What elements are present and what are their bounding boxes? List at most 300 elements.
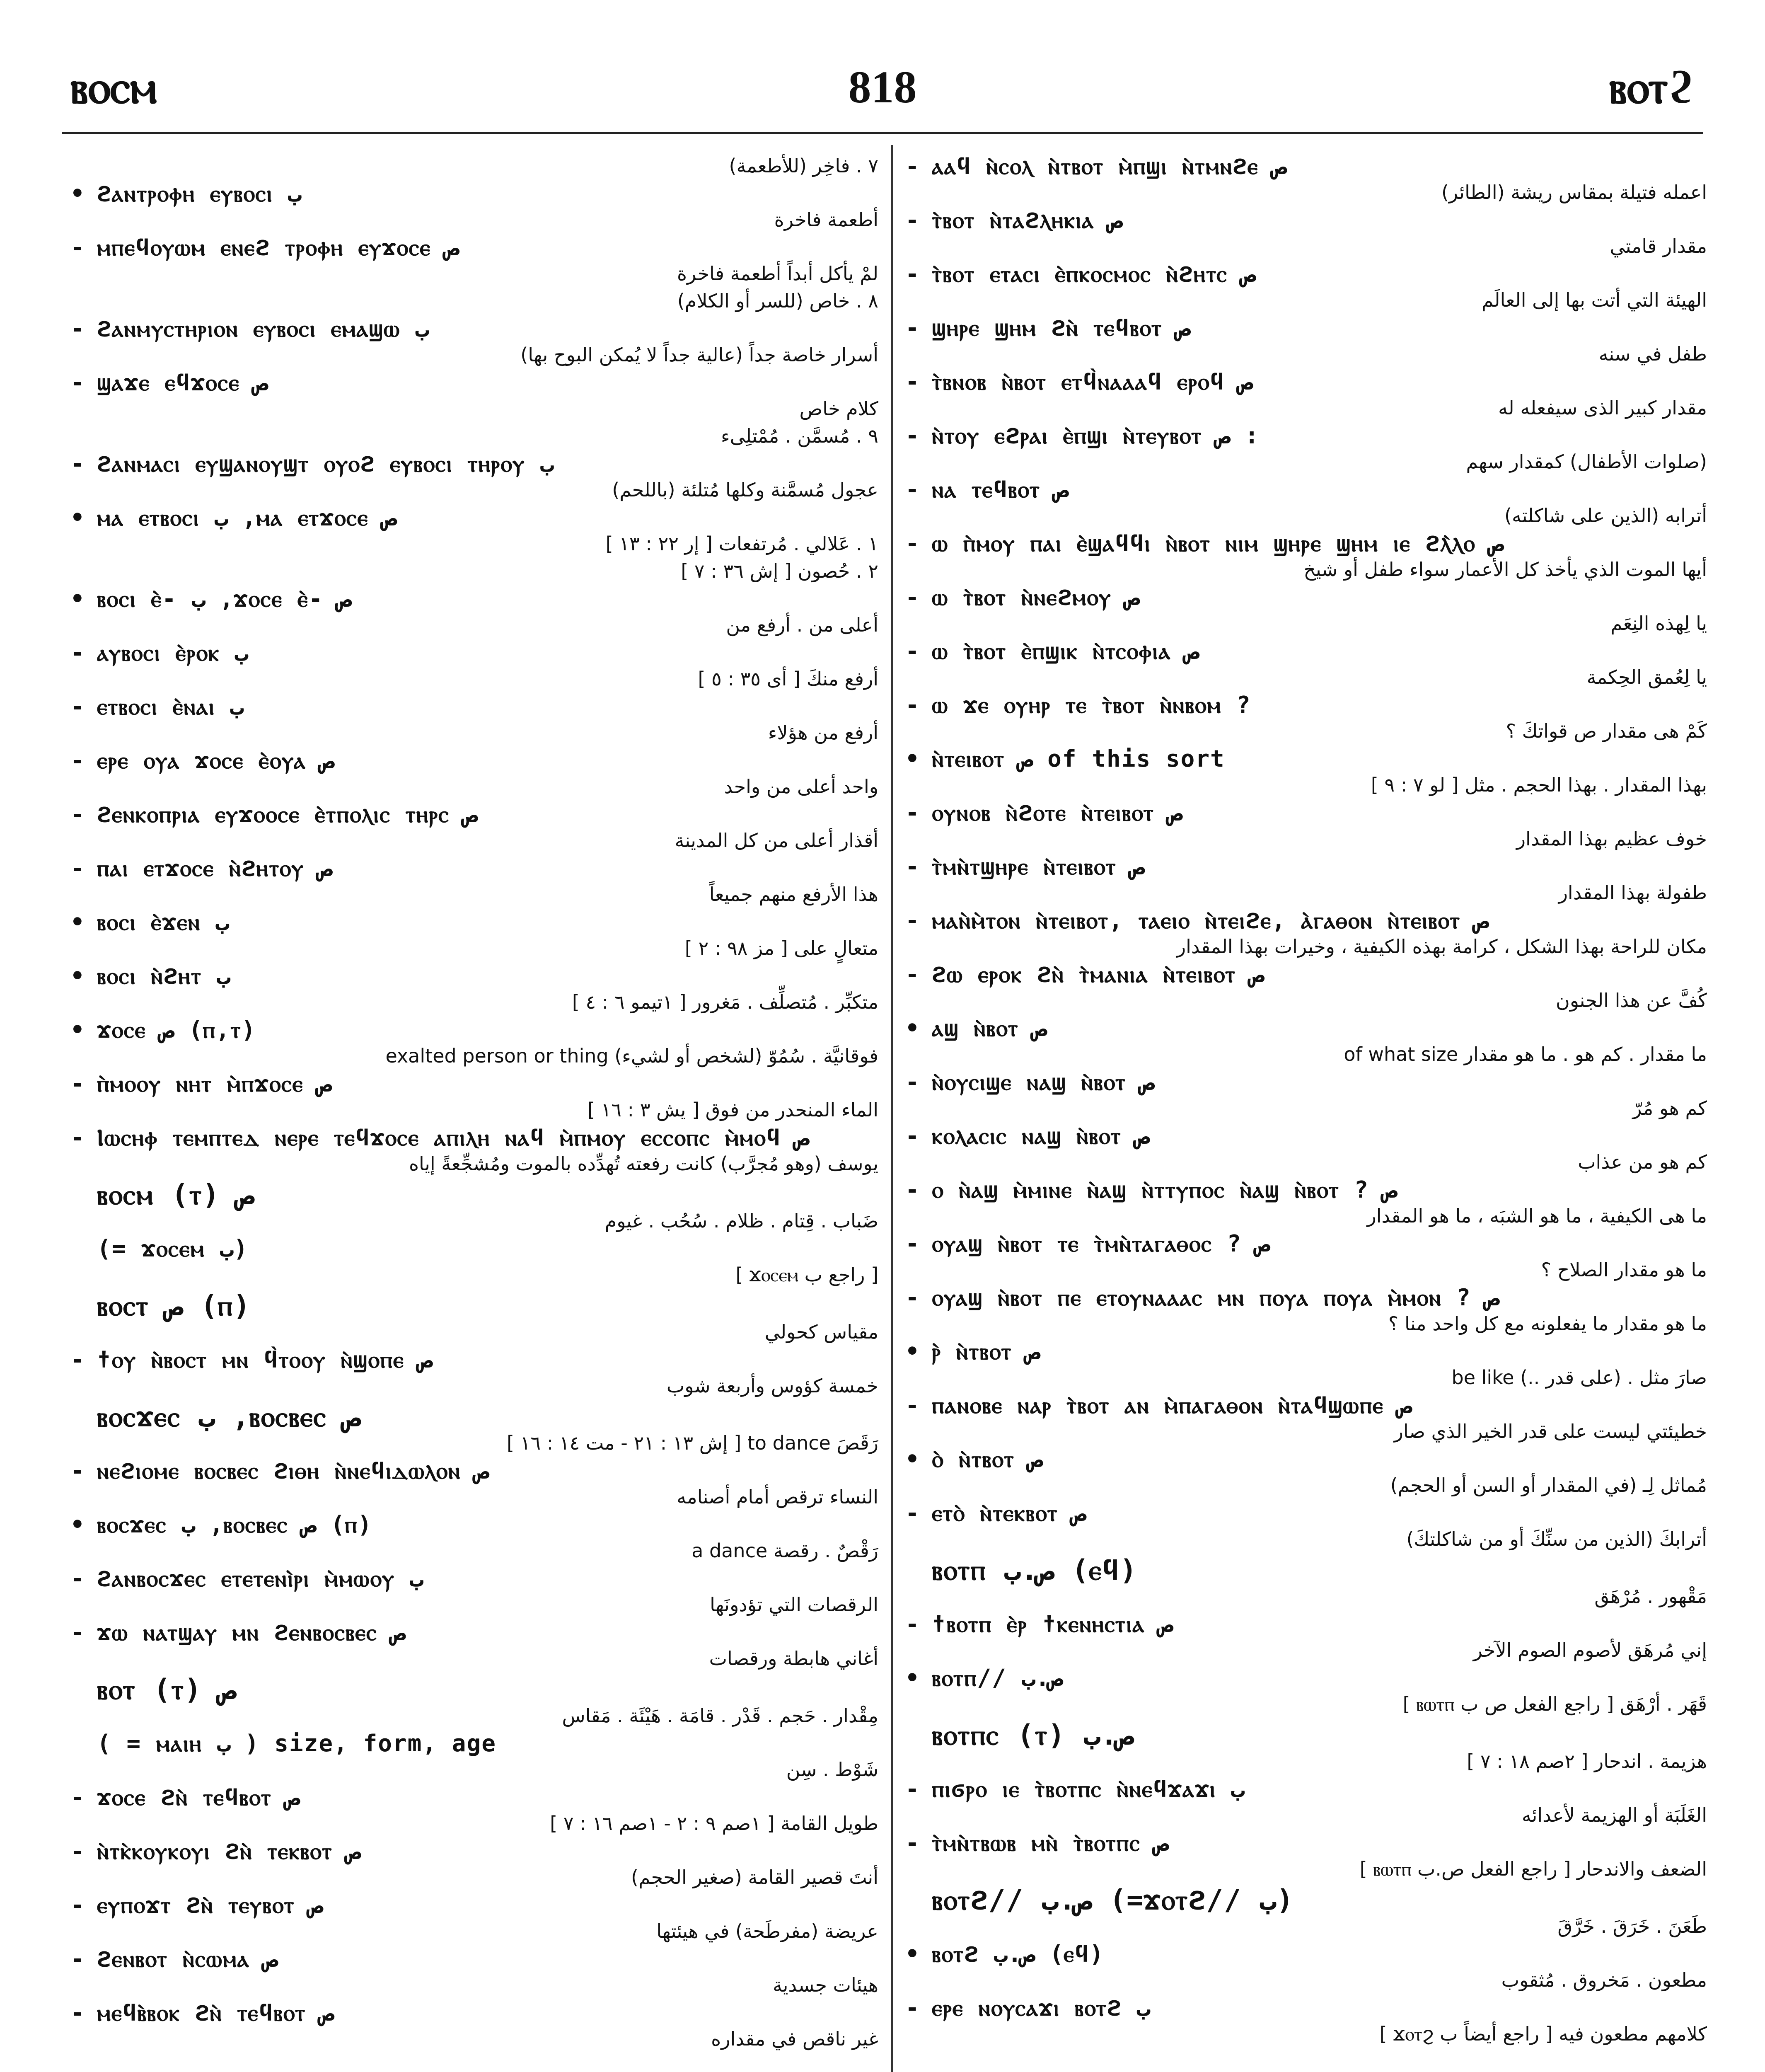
- coptic-text: [70, 1892, 878, 1919]
- entry-marker: -: [905, 315, 920, 341]
- arabic-gloss: كَمْ هى مقدار ص قواتكَ ؟: [1506, 720, 1707, 742]
- coptic-phrase: ⲧ̀ⲃⲟⲧ ⲛ̀ⲧⲁϩⲗⲏⲕⲓⲁ ص: [932, 207, 1123, 234]
- entry-marker: -: [905, 476, 920, 503]
- dictionary-entry: [905, 1446, 1707, 1498]
- coptic-text: [905, 530, 1707, 557]
- arabic-gloss: صارَ مثل . (على قدر ..) be like: [1451, 1366, 1707, 1389]
- coptic-text: [70, 1347, 878, 1373]
- arabic-gloss: أترابكَ (الذين من سنِّكَ أو من شاكلتكَ): [1406, 1528, 1707, 1550]
- dictionary-entry: [70, 370, 878, 421]
- arabic-gloss: الرقصات التي تؤدونَها: [710, 1593, 878, 1616]
- coptic-text: [905, 908, 1707, 934]
- coptic-phrase: ⲱ ⲧ̀ⲃⲟⲧ ⲉ̀ⲡϣⲓⲕ ⲛ̀ⲧⲥⲟⲫⲓⲁ ص: [932, 638, 1200, 665]
- arabic-gloss: ما هو مقدار ما يفعلونه مع كل واحد منا ؟: [1388, 1312, 1707, 1335]
- coptic-text: [905, 1339, 1707, 1365]
- entry-marker: -: [905, 692, 920, 719]
- coptic-phrase: ϣⲏⲣⲉ ϣⲏⲙ ϩⲛ̀ ⲧⲉϥⲃⲟⲧ ص: [932, 315, 1191, 341]
- coptic-text: [905, 315, 1707, 341]
- entry-marker: -: [70, 369, 85, 396]
- coptic-phrase: ⲛⲉϩⲓⲟⲙⲉ ⲃⲟⲥⲃⲉⲥ ϩⲓⲑⲏ ⲛ̀ⲛⲉϥⲓⲇⲱⲗⲟⲛ ص: [97, 1457, 490, 1484]
- coptic-phrase: ⲕⲟⲗⲁⲥⲓⲥ ⲛⲁϣ ⲛ̀ⲃⲟⲧ ص: [932, 1123, 1151, 1150]
- dictionary-entry: [70, 1458, 878, 1509]
- arabic-gloss: ٨ . خاص (للسر أو الكلام): [677, 290, 878, 312]
- entry-marker: •: [905, 1665, 920, 1692]
- coptic-phrase: ⲙⲁ ⲉⲧⲃⲟⲥⲓ ب ,ⲙⲁ ⲉⲧϫⲟⲥⲉ ص: [97, 504, 397, 531]
- entry-marker: -: [905, 1392, 920, 1419]
- entry-marker: •: [70, 586, 85, 612]
- coptic-text: [905, 1995, 1707, 2021]
- right-column: [905, 153, 1707, 2072]
- coptic-phrase: ⲟⲩⲁϣ ⲛ̀ⲃⲟⲧ ⲧⲉ ⲧ̀ⲙⲛ̀ⲧⲁⲅⲁⲑⲟⲥ ? ص: [932, 1230, 1271, 1257]
- coptic-phrase: ⲱ ϫⲉ ⲟⲩⲏⲣ ⲧⲉ ⲧ̀ⲃⲟⲧ ⲛ̀ⲛⲃⲟⲙ ?: [932, 692, 1251, 719]
- arabic-gloss: مقدار كبير الذى سيفعله له: [1498, 397, 1707, 419]
- arabic-gloss: طفولة بهذا المقدار: [1558, 881, 1707, 904]
- entry-marker: •: [70, 963, 85, 990]
- arabic-gloss: الماء المنحدر من فوق [ يش ٣ : ١٦ ]: [587, 1099, 878, 1121]
- entry-marker: -: [905, 1123, 920, 1150]
- arabic-gloss: كُفَّ عن هذا الجنون: [1556, 989, 1707, 1012]
- coptic-phrase: ⲱ ⲡ̀ⲙⲟⲩ ⲡⲁⲓ ⲉ̀ϣⲁϥϥⲓ ⲛ̀ⲃⲟⲧ ⲛⲓⲙ ϣⲏⲣⲉ ϣⲏⲙ ⲓⲉ ϩⲗ̀ⲗⲟ ص: [932, 530, 1504, 557]
- entry-marker: -: [905, 799, 920, 826]
- dictionary-entry: [905, 369, 1707, 420]
- coptic-text: [70, 640, 878, 666]
- arabic-gloss: أيها الموت الذي يأخذ كل الأعمار سواء طفل أو شيخ: [1303, 558, 1707, 581]
- coptic-phrase: ⲙⲡⲉϥⲟⲩⲱⲙ ⲉⲛⲉϩ ⲧⲣⲟⲫⲏ ⲉⲩϫⲟⲥⲉ ص: [97, 234, 460, 261]
- entry-marker: -: [905, 638, 920, 665]
- arabic-gloss: واحد أعلى من واحد: [724, 775, 878, 798]
- coptic-text: [905, 1719, 1707, 1752]
- coptic-text: [70, 1566, 878, 1592]
- coptic-phrase: ⲉⲣⲉ ⲛⲟⲩⲥⲁϫⲓ ⲃⲟⲧϩ ب: [932, 1995, 1151, 2021]
- entry-marker: -: [70, 1346, 85, 1373]
- coptic-text: [905, 207, 1707, 234]
- coptic-phrase: ϯⲟⲩ ⲛ̀ⲃⲟⲥⲧ ⲙⲛ ϥ̀ⲧⲟⲟⲩ ⲛ̀ϣⲟⲡⲉ ص: [97, 1346, 433, 1373]
- coptic-text: [905, 1069, 1707, 1096]
- dictionary-entry: [70, 855, 878, 907]
- entry-marker: -: [70, 1070, 85, 1097]
- coptic-text: [70, 963, 878, 990]
- dictionary-entry: [905, 315, 1707, 366]
- dictionary-entry: [905, 854, 1707, 905]
- entry-marker: -: [70, 1892, 85, 1919]
- coptic-text: [905, 1500, 1707, 1527]
- dictionary-entry: [70, 1236, 878, 1287]
- entry-marker: -: [905, 1830, 920, 1857]
- dictionary-entry: [70, 1071, 878, 1122]
- coptic-phrase: ⲧ̀ⲃⲟⲧ ⲉⲧⲁⲥⲓ ⲉ̀ⲡⲕⲟⲥⲙⲟⲥ ⲛ̀ϩⲏⲧⲥ ص: [932, 261, 1257, 288]
- dictionary-entry: [905, 1123, 1707, 1174]
- arabic-gloss: مقدار قامتي: [1610, 235, 1707, 257]
- dictionary-entry: [905, 153, 1707, 205]
- coptic-phrase: ⲃⲟⲥⲓ ⲉ̀- ب ,ϫⲟⲥⲉ ⲉ̀- ص: [97, 586, 352, 612]
- dictionary-entry: [70, 1838, 878, 1890]
- coptic-phrase: ⲛⲁ ⲧⲉϥⲃⲟⲧ ص: [932, 476, 1069, 503]
- coptic-phrase: ⲟⲩⲛⲟⲃ ⲛ̀ϩⲟⲧⲉ ⲛ̀ⲧⲉⲓⲃⲟⲧ ص: [932, 799, 1183, 826]
- dictionary-entry: [70, 288, 878, 313]
- coptic-phrase: ⲛ̀ⲧⲕ̀ⲕⲟⲩⲕⲟⲩⲓ ϩⲛ̀ ⲧⲉⲕⲃⲟⲧ ص: [97, 1838, 362, 1865]
- coptic-text: [905, 423, 1707, 449]
- arabic-gloss: متعالٍ على [ مز ٩٨ : ٢ ]: [684, 937, 878, 959]
- arabic-gloss: ٢ . حُصون [ إش ٣٦ : ٧ ]: [681, 560, 878, 582]
- coptic-text: [70, 1017, 878, 1043]
- coptic-text: [905, 1611, 1707, 1638]
- entry-marker: -: [905, 1995, 920, 2021]
- headword-entry: [70, 1401, 878, 1455]
- arabic-gloss: يوسف (وهو مُجرَّب) كانت رفعته تُهدِّده بالموت ومُشجِّعةً إياه: [409, 1152, 878, 1175]
- coptic-phrase: ⲛ̀ⲧⲉⲓⲃⲟⲧ ص of this sort: [932, 746, 1225, 772]
- dictionary-entry: [70, 1784, 878, 1836]
- dictionary-entry: [905, 746, 1707, 797]
- coptic-text: [70, 801, 878, 828]
- coptic-text: [70, 748, 878, 774]
- coptic-text: [70, 586, 878, 612]
- arabic-gloss: إني مُرهَق لأصوم الصوم الآخر: [1473, 1639, 1707, 1661]
- arabic-gloss: هيئات جسدية: [772, 1974, 878, 1996]
- entry-marker: •: [70, 180, 85, 207]
- dictionary-entry: [905, 1500, 1707, 1552]
- coptic-phrase: ⲃⲟⲧϩ// ص.ب (=ϫⲟⲧϩ// ب): [932, 1884, 1294, 1917]
- arabic-gloss: مكان للراحة بهذا الشكل ، كرامة بهذه الكيفية ، وخيرات بهذا المقدار: [1176, 935, 1707, 958]
- dictionary-entry: [70, 1892, 878, 1944]
- arabic-gloss: عريضة (مفرطَحة) في هيئتها: [656, 1920, 878, 1942]
- coptic-phrase: ⲱ ⲧ̀ⲃⲟⲧ ⲛ̀ⲛⲉϩⲙⲟⲩ ص: [932, 584, 1141, 611]
- arabic-gloss: خمسة كؤوس وأربعة شوب: [666, 1375, 878, 1397]
- dictionary-entry: [70, 505, 878, 556]
- dictionary-entry: [70, 2000, 878, 2051]
- dictionary-entry: [70, 181, 878, 232]
- dictionary-entry: [905, 1069, 1707, 1121]
- arabic-gloss: أرفع من هؤلاء: [768, 721, 878, 744]
- arabic-gloss: ما هى الكيفية ، ما هو الشبَه ، ما هو المقدار: [1367, 1205, 1707, 1227]
- entry-marker: -: [70, 855, 85, 882]
- entry-marker: -: [905, 961, 920, 988]
- arabic-gloss: كم هو مُرّ: [1632, 1097, 1707, 1119]
- left-column: [70, 153, 878, 2072]
- entry-marker: -: [905, 1176, 920, 1203]
- arabic-gloss: متكبِّر . مُتصلِّف . مَغرور [ ١تيمو ٦ : ٤ ]: [572, 991, 878, 1013]
- dictionary-entry: [70, 235, 878, 286]
- dictionary-entry: [905, 800, 1707, 851]
- arabic-gloss: هذا الأرفع منهم جميعاً: [709, 883, 878, 905]
- coptic-text: [70, 1071, 878, 1097]
- dictionary-entry: [905, 1015, 1707, 1067]
- arabic-gloss: ما هو مقدار الصلاح ؟: [1541, 1259, 1707, 1281]
- entry-marker: -: [70, 1565, 85, 1592]
- coptic-text: [70, 1290, 878, 1322]
- dictionary-entry: [905, 638, 1707, 690]
- arabic-gloss: أطعمة فاخرة: [774, 208, 878, 231]
- column-divider: [891, 145, 893, 2072]
- arabic-gloss: طفل في سنه: [1598, 343, 1707, 365]
- coptic-text: [70, 1784, 878, 1811]
- coptic-text: [905, 638, 1707, 665]
- coptic-phrase: (= ϫⲟⲥⲉⲙ ب): [97, 1235, 249, 1262]
- entry-marker: •: [70, 1017, 85, 1043]
- coptic-text: [905, 1392, 1707, 1419]
- coptic-text: [905, 1830, 1707, 1857]
- arabic-gloss: أسرار خاصة جداً (عالية جداً لا يُمكن البوح بها): [520, 344, 878, 366]
- arabic-gloss: شَوْط . سِن: [786, 1758, 878, 1781]
- dictionary-entry: [905, 423, 1707, 474]
- coptic-text: [905, 261, 1707, 288]
- arabic-gloss: ما مقدار . كم هو . ما هو مقدار of what size: [1344, 1043, 1707, 1065]
- coptic-phrase: ⲣ̀ ⲛ̀ⲧⲃⲟⲧ ص: [932, 1338, 1041, 1365]
- arabic-gloss: عجول مُسمَّنة وكلها مُتلئة (باللحم): [612, 479, 878, 501]
- coptic-text: [905, 1285, 1707, 1311]
- entry-marker: -: [905, 1500, 920, 1527]
- arabic-gloss: طَعَنَ . خَرَقَ . خَرَّقَ: [1557, 1915, 1707, 1937]
- entry-marker: -: [905, 907, 920, 934]
- arabic-gloss: ٩ . مُسمَّن . مُمْتلِىء: [721, 425, 878, 447]
- entry-marker: -: [70, 450, 85, 477]
- entry-marker: •: [70, 909, 85, 936]
- coptic-phrase: ⲃⲟⲧϩ ص.ب (ⲉϥ): [932, 1941, 1104, 1968]
- coptic-phrase: ⲉⲧⲃⲟⲥⲓ ⲉ̀ⲛⲁⲓ ب: [97, 693, 244, 720]
- dictionary-entry: [70, 801, 878, 853]
- coptic-text: [70, 1619, 878, 1646]
- coptic-phrase: ϩⲁⲛⲙⲁⲥⲓ ⲉⲩϣⲁⲛⲟⲩϣⲧ ⲟⲩⲟϩ ⲉⲩⲃⲟⲥⲓ ⲧⲏⲣⲟⲩ ب: [97, 450, 554, 477]
- coptic-text: [70, 1512, 878, 1538]
- headword-entry: [905, 1884, 1707, 1939]
- entry-marker: -: [905, 368, 920, 395]
- arabic-gloss: فوقانيَّة . سُمُوّ (لشخص أو لشيء) exalted person or thing: [385, 1045, 878, 1067]
- arabic-gloss: أعلى من . أرفع من: [726, 614, 878, 636]
- coptic-text: [70, 1838, 878, 1865]
- coptic-text: [70, 1125, 878, 1151]
- coptic-text: [70, 1458, 878, 1484]
- coptic-text: [70, 235, 878, 261]
- coptic-phrase: ⲁⲁϥ ⲛ̀ⲥⲟⲗ ⲛ̀ⲧⲃⲟⲧ ⲙ̀ⲡϣⲓ ⲛ̀ⲧⲙⲛϩⲉ ص: [932, 153, 1288, 180]
- coptic-phrase: Ⲓⲱⲥⲏⲫ ⲧⲉⲙⲡⲧⲉⲇ ⲛⲉⲣⲉ ⲧⲉϥϫⲟⲥⲉ ⲁⲡⲓⲗⲏ ⲛⲁϥ ⲙ̀ⲡⲙⲟⲩ ⲉⲥⲥⲟⲡⲥ ⲙ̀ⲙⲟϥ ص: [97, 1124, 810, 1151]
- coptic-phrase: ⲃⲟⲧⲡⲥ (ⲧ) ص.ب: [932, 1719, 1134, 1752]
- arabic-gloss: الضعف والاندحار [ راجع الفعل ص.ب ⲃⲱⲧⲡ ]: [1359, 1858, 1707, 1880]
- coptic-text: [905, 1231, 1707, 1257]
- dictionary-entry: [905, 961, 1707, 1013]
- arabic-gloss: رَقْصٌ . رقصة a dance: [691, 1539, 878, 1562]
- coptic-phrase: ϩⲱ ⲉⲣⲟⲕ ϩⲛ̀ ⲧ̀ⲙⲁⲛⲓⲁ ⲛ̀ⲧⲉⲓⲃⲟⲧ ص: [932, 961, 1265, 988]
- coptic-text: [70, 181, 878, 207]
- dictionary-entry: [905, 477, 1707, 528]
- coptic-phrase: ⲡ̀ⲙⲟⲟⲩ ⲛⲏⲧ ⲙ̀ⲡϫⲟⲥⲉ ص: [97, 1070, 332, 1097]
- dictionary-entry: [905, 1285, 1707, 1336]
- dictionary-entry: [905, 584, 1707, 636]
- dictionary-entry: [70, 1731, 878, 1782]
- coptic-phrase: ⲃⲟⲧⲡ ص.ب (ⲉϥ): [932, 1554, 1137, 1587]
- coptic-phrase: ⲁⲩⲃⲟⲥⲓ ⲉ̀ⲣⲟⲕ ب: [97, 639, 249, 666]
- dictionary-entry: [905, 1339, 1707, 1390]
- dictionary-entry: [70, 1125, 878, 1176]
- coptic-phrase: ⲡⲁⲓ ⲉⲧϫⲟⲥⲉ ⲛ̀ϩⲏⲧⲟⲩ ص: [97, 855, 333, 882]
- arabic-gloss: أترابه (الذين على شاكلته): [1504, 504, 1707, 527]
- coptic-phrase: ⲟ ⲛ̀ⲁϣ ⲙ̀ⲙⲓⲛⲉ ⲛ̀ⲁϣ ⲛ̀ⲧⲧⲩⲡⲟⲥ ⲛ̀ⲁϣ ⲛ̀ⲃⲟⲧ ? ص: [932, 1176, 1398, 1203]
- coptic-phrase: ⲃⲟⲥⲧ ص (ⲡ): [97, 1290, 250, 1322]
- arabic-gloss: مطعون . مَخروق . مُثقوب: [1501, 1969, 1707, 1991]
- arabic-gloss: ٧ . فاخِر (للأطعمة): [729, 155, 878, 177]
- dictionary-entry: [905, 530, 1707, 582]
- entry-marker: -: [70, 1784, 85, 1811]
- entry-marker: -: [70, 1838, 85, 1865]
- coptic-phrase: ϩⲉⲛⲃⲟⲧ ⲛ̀ⲥⲱⲙⲁ ص: [97, 1946, 279, 1973]
- headword-entry: [70, 1179, 878, 1233]
- arabic-gloss: كلامهم مطعون فيه [ راجع أيضاً ب ϫⲟⲧϩ ]: [1379, 2023, 1707, 2045]
- coptic-phrase: ⲃⲟⲥϫⲉⲥ ب ,ⲃⲟⲥⲃⲉⲥ ص: [97, 1401, 362, 1433]
- coptic-phrase: ⲛ̀ⲧⲟⲩ ⲉϩⲣⲁⲓ ⲉ̀ⲡϣⲓ ⲛ̀ⲧⲉⲩⲃⲟⲧ ص :: [932, 422, 1259, 449]
- headword-entry: [70, 1290, 878, 1344]
- coptic-text: [70, 316, 878, 342]
- page-number: 818: [848, 62, 917, 112]
- coptic-phrase: ϩⲉⲛⲕⲟⲡⲣⲓⲁ ⲉⲩϫⲟⲟⲥⲉ ⲉ̀ⲧⲡⲟⲗⲓⲥ ⲧⲏⲣⲥ ص: [97, 801, 479, 828]
- entry-marker: •: [70, 504, 85, 531]
- arabic-gloss: طويل القامة [ ١صم ٩ : ٢ - ١صم ١٦ : ٧ ]: [550, 1812, 878, 1835]
- arabic-gloss: (صلوات الأطفال) كمقدار سهم: [1466, 450, 1707, 473]
- dictionary-entry: [70, 586, 878, 637]
- coptic-text: [905, 1776, 1707, 1803]
- coptic-text: [70, 909, 878, 936]
- dictionary-entry: [905, 1231, 1707, 1282]
- entry-marker: -: [70, 234, 85, 261]
- entry-marker: •: [905, 746, 920, 772]
- coptic-text: [70, 1401, 878, 1433]
- dictionary-entry: [70, 748, 878, 799]
- entry-marker: -: [905, 207, 920, 234]
- coptic-text: [70, 2000, 878, 2026]
- coptic-phrase: ⲃⲟⲧ (ⲧ) ص: [97, 1673, 237, 1706]
- arabic-gloss: يا لِهذه النِعَم: [1610, 612, 1707, 634]
- coptic-text: [905, 1177, 1707, 1203]
- arabic-gloss: مقياس كحولي: [764, 1321, 878, 1343]
- coptic-phrase: ⲁϣ ⲛ̀ⲃⲟⲧ ص: [932, 1015, 1048, 1042]
- coptic-phrase: ϩⲁⲛⲃⲟⲥϫⲉⲥ ⲉⲧⲉⲧⲉⲛⲓ̀ⲣⲓ ⲙ̀ⲙⲱⲟⲩ ب: [97, 1565, 424, 1592]
- coptic-phrase: ⲡⲓϭⲣⲟ ⲓⲉ ⲧ̀ⲃⲟⲧⲡⲥ ⲛ̀ⲛⲉϥϫⲁϫⲓ ب: [932, 1776, 1245, 1803]
- arabic-gloss: النساء ترقص أمام أصنامه: [677, 1486, 878, 1508]
- coptic-text: [70, 1179, 878, 1211]
- coptic-phrase: ⲙⲉϥⲃ̀ⲃⲟⲕ ϩⲛ̀ ⲧⲉϥⲃⲟⲧ ص: [97, 1999, 335, 2026]
- arabic-gloss: خطيئتي ليست على قدر الخير الذي صار: [1394, 1420, 1707, 1443]
- entry-marker: •: [905, 1338, 920, 1365]
- arabic-gloss: بهذا المقدار . بهذا الحجم . مثل [ لو ٧ : ٩ ]: [1371, 774, 1707, 796]
- arabic-gloss: [ راجع ب ϫⲟⲥⲉⲙ ]: [735, 1264, 878, 1286]
- coptic-text: [70, 855, 878, 882]
- entry-marker: -: [905, 153, 920, 180]
- dictionary-entry: [905, 1392, 1707, 1444]
- dictionary-entry: [70, 640, 878, 691]
- arabic-gloss: مِقْدار . حَجم . قَدْر . قامَة . هَيْئَة . مَقاس: [562, 1704, 878, 1727]
- coptic-phrase: ⲧ̀ⲙⲛ̀ⲧϣⲏⲣⲉ ⲛ̀ⲧⲉⲓⲃⲟⲧ ص: [932, 853, 1146, 880]
- entry-marker: -: [905, 422, 920, 449]
- entry-marker: -: [70, 1946, 85, 1973]
- coptic-text: [905, 961, 1707, 988]
- coptic-phrase: ⲃⲟⲥϫⲉⲥ ب ,ⲃⲟⲥⲃⲉⲥ ص (ⲡ): [97, 1511, 372, 1538]
- dictionary-entry: [905, 1665, 1707, 1716]
- coptic-phrase: ϣⲁϫⲉ ⲉϥϫⲟⲥⲉ ص: [97, 369, 269, 396]
- arabic-gloss: لمْ يأكل أبداً أطعمة فاخرة: [677, 262, 878, 285]
- entry-marker: -: [70, 1999, 85, 2026]
- coptic-phrase: ⲃⲟⲥⲓ ⲉ̀ϫⲉⲛ ب: [97, 909, 230, 936]
- coptic-phrase: ⲉⲣⲉ ⲟⲩⲁ ϫⲟⲥⲉ ⲉ̀ⲟⲩⲁ ص: [97, 747, 335, 774]
- coptic-text: [905, 692, 1707, 719]
- coptic-phrase: ⲟ̀ ⲛ̀ⲧⲃⲟⲧ ص: [932, 1446, 1044, 1473]
- coptic-text: [905, 153, 1707, 180]
- coptic-text: [905, 584, 1707, 611]
- arabic-gloss: خوف عظيم بهذا المقدار: [1516, 828, 1707, 850]
- dictionary-entry: [70, 451, 878, 502]
- coptic-phrase: ⲙⲁⲛ̀ⲙ̀ⲧⲟⲛ ⲛ̀ⲧⲉⲓⲃⲟⲧ, ⲧⲁⲉⲓⲟ ⲛ̀ⲧⲉⲓϩⲉ, ⲁ̀ⲅⲁⲑⲟⲛ ⲛ̀ⲧⲉⲓⲃⲟⲧ ص: [932, 907, 1489, 934]
- arabic-gloss: كم هو من عذاب: [1578, 1151, 1707, 1173]
- arabic-gloss: قَهَر . أرْهَق [ راجع الفعل ص ب ⲃⲱⲧⲡ ]: [1402, 1693, 1707, 1715]
- arabic-gloss: غير ناقص في مقداره: [711, 2028, 878, 2050]
- entry-marker: -: [905, 1776, 920, 1803]
- arabic-gloss: مَقْهور . مُرْهَق: [1594, 1585, 1707, 1607]
- coptic-text: [70, 1946, 878, 1973]
- coptic-text: [70, 505, 878, 531]
- coptic-phrase: ⲃⲟⲧⲡ// ص.ب: [932, 1665, 1064, 1692]
- entry-marker: -: [70, 1457, 85, 1484]
- coptic-phrase: ⲧ̀ⲃⲛⲟⲃ ⲛ̀ⲃⲟⲧ ⲉⲧϥ̀ⲛⲁⲁⲁϥ ⲉⲣⲟϥ ص: [932, 368, 1254, 395]
- arabic-gloss: أقذار أعلى من كل المدينة: [675, 829, 878, 852]
- dictionary-entry: [70, 559, 878, 583]
- coptic-phrase: ϩⲁⲛⲧⲣⲟⲫⲏ ⲉⲩⲃⲟⲥⲓ ب: [97, 180, 302, 207]
- coptic-text: [905, 1665, 1707, 1692]
- dictionary-entry: [905, 261, 1707, 312]
- dictionary-entry: [905, 1177, 1707, 1228]
- entry-marker: •: [905, 1015, 920, 1042]
- coptic-phrase: ⲃⲟⲥⲓ ⲛ̀ϩⲏⲧ ب: [97, 963, 231, 990]
- coptic-phrase: ⲧ̀ⲙⲛ̀ⲧⲃⲱⲃ ⲙⲛ̀ ⲧ̀ⲃⲟⲧⲡⲥ ص: [932, 1830, 1170, 1857]
- arabic-gloss: هزيمة . اندحار [ ٢صم ١٨ : ٧ ]: [1467, 1750, 1707, 1772]
- dictionary-entry: [70, 316, 878, 367]
- coptic-text: [905, 1015, 1707, 1042]
- coptic-text: [905, 369, 1707, 395]
- arabic-gloss: الغَلَبَة أو الهزيمة لأعدائه: [1521, 1804, 1707, 1826]
- coptic-phrase: ϫⲱ ⲛⲁⲧϣⲁⲩ ⲙⲛ ϩⲉⲛⲃⲟⲥⲃⲉⲥ ص: [97, 1619, 406, 1646]
- coptic-phrase: ϩⲁⲛⲙⲩⲥⲧⲏⲣⲓⲟⲛ ⲉⲩⲃⲟⲥⲓ ⲉⲙⲁϣⲱ ب: [97, 315, 429, 342]
- arabic-gloss: أنتَ قصير القامة (صغير الحجم): [631, 1866, 878, 1888]
- entry-marker: -: [905, 584, 920, 611]
- dictionary-entry: [905, 1941, 1707, 1992]
- arabic-gloss: ١ . عَلالي . مُرتفعات [ إر ٢٢ : ١٣ ]: [605, 533, 878, 555]
- entry-marker: -: [70, 639, 85, 666]
- entry-marker: -: [905, 530, 920, 557]
- entry-marker: -: [905, 853, 920, 880]
- entry-marker: •: [905, 1941, 920, 1968]
- headword-entry: [70, 1673, 878, 1728]
- dictionary-entry: [70, 1347, 878, 1398]
- dictionary-entry: [905, 1776, 1707, 1828]
- coptic-phrase: ϫⲟⲥⲉ ص (ⲡ,ⲧ): [97, 1017, 256, 1043]
- coptic-text: [905, 854, 1707, 880]
- coptic-text: [905, 1446, 1707, 1473]
- arabic-gloss: ضَباب . قِتام . ظلام . سُحُب . غيوم: [604, 1210, 878, 1232]
- coptic-phrase: ⲃⲟⲥⲙ (ⲧ) ص: [97, 1179, 255, 1211]
- entry-marker: -: [905, 1611, 920, 1638]
- coptic-phrase: ( = ⲙⲁⲓⲏ ب ) size, form, age: [97, 1730, 496, 1757]
- coptic-text: [905, 1123, 1707, 1150]
- coptic-text: [70, 370, 878, 396]
- entry-marker: -: [70, 801, 85, 828]
- header-left-word: ⲃⲟⲥⲙ: [70, 60, 157, 114]
- arabic-gloss: يا لِعُمق الحِكمة: [1586, 666, 1707, 688]
- dictionary-entry: [70, 1946, 878, 1997]
- dictionary-entry: [905, 1830, 1707, 1881]
- dictionary-entry: [70, 424, 878, 448]
- dictionary-entry: [905, 1995, 1707, 2046]
- coptic-text: [905, 1554, 1707, 1587]
- coptic-text: [70, 1236, 878, 1262]
- entry-marker: •: [905, 1446, 920, 1473]
- dictionary-entry: [70, 963, 878, 1014]
- dictionary-entry: [905, 692, 1707, 743]
- coptic-phrase: ⲟⲩⲁϣ ⲛ̀ⲃⲟⲧ ⲡⲉ ⲉⲧⲟⲩⲛⲁⲁⲁⲥ ⲙⲛ ⲡⲟⲩⲁ ⲡⲟⲩⲁ ⲙ̀ⲙⲟⲛ ? ص: [932, 1284, 1500, 1311]
